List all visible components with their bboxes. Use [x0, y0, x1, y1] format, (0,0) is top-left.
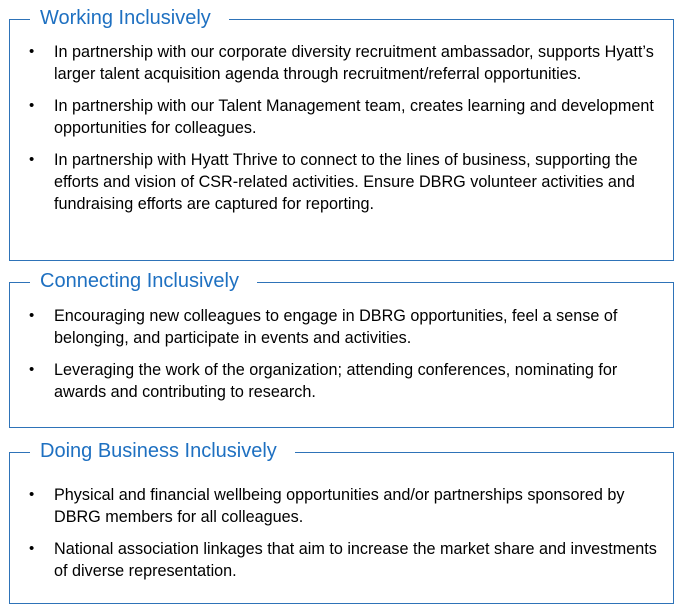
bullet-icon: • [29, 361, 35, 378]
list-item-text: In partnership with our Talent Management team, creates learning and development opportunities for colleagues. [54, 97, 654, 137]
list-item-text: Leveraging the work of the organization; attending conferences, nominating for awards and contributing to research. [54, 361, 618, 401]
section-doing-business-inclusively [9, 440, 674, 604]
list-item-text: National association linkages that aim to increase the market share and investments of diverse representation. [54, 540, 657, 580]
list-item [10, 41, 673, 85]
list-item-text: Physical and financial wellbeing opportunities and/or partnerships sponsored by DBRG members for all colleagues. [54, 486, 625, 526]
bullet-icon: • [29, 97, 35, 114]
list-item-text: Encouraging new colleagues to engage in DBRG opportunities, feel a sense of belonging, and participate in events and activities. [54, 307, 618, 347]
list-item-text: In partnership with Hyatt Thrive to connect to the lines of business, supporting the efforts and vision of CSR-related activities. Ensure DBRG volunteer activities and fundraising efforts are captured for reporting. [54, 151, 638, 213]
list-item [10, 305, 673, 349]
bullet-icon: • [29, 486, 35, 503]
bullet-list [10, 305, 673, 413]
bullet-list [10, 484, 673, 592]
section-title: Doing Business Inclusively [30, 439, 295, 463]
section-title: Working Inclusively [30, 6, 229, 30]
bullet-icon: • [29, 540, 35, 557]
list-item-text: In partnership with our corporate diversity recruitment ambassador, supports Hyatt’s larger talent acquisition agenda through recruitment/referral opportunities. [54, 43, 654, 83]
list-item [10, 149, 673, 215]
section-working-inclusively [9, 7, 674, 261]
list-item [10, 484, 673, 528]
bullet-icon: • [29, 307, 35, 324]
list-item [10, 95, 673, 139]
list-item [10, 538, 673, 582]
section-title: Connecting Inclusively [30, 269, 257, 293]
bullet-icon: • [29, 43, 35, 60]
section-connecting-inclusively [9, 270, 674, 428]
bullet-list [10, 41, 673, 225]
list-item [10, 359, 673, 403]
bullet-icon: • [29, 151, 35, 168]
